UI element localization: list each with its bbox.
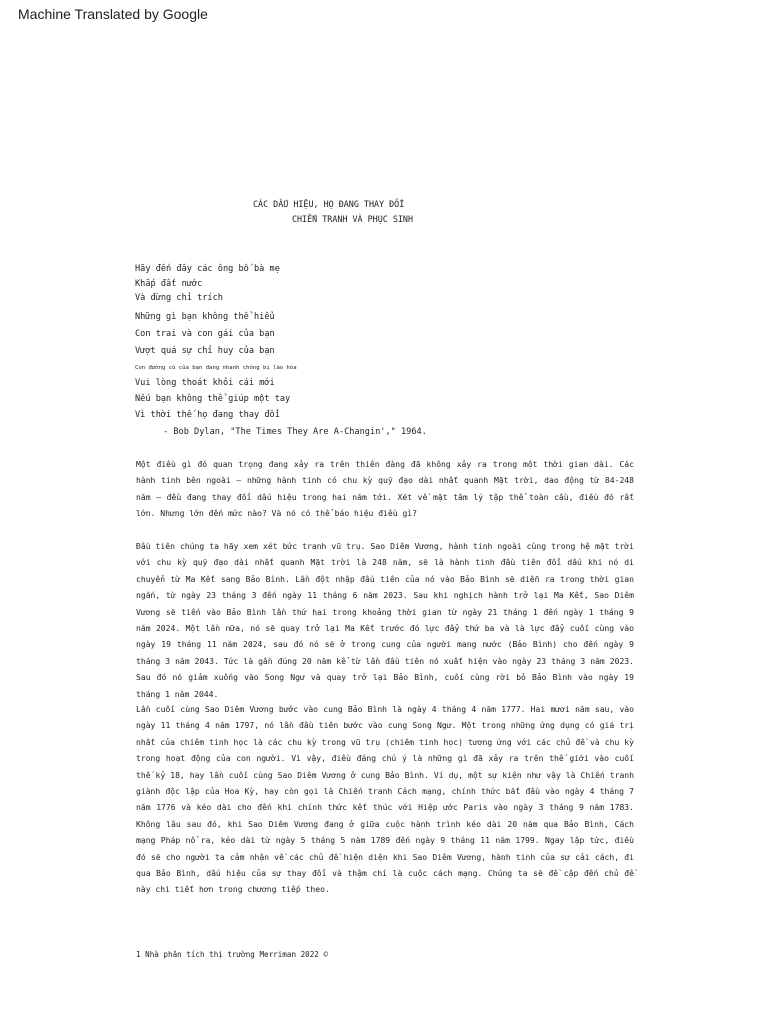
poem-line: Con trai và con gái của bạn bbox=[135, 329, 275, 339]
title-line-1: CÁC DẤU HIỆU, HỌ ĐANG THAY ĐỔI bbox=[253, 199, 405, 209]
title-line-2: CHIẾN TRANH VÀ PHỤC SINH bbox=[292, 214, 414, 224]
poem-line: Vượt quá sự chỉ huy của bạn bbox=[135, 346, 275, 356]
poem-line: Vì thời thế họ đang thay đổi bbox=[135, 410, 280, 420]
poem-line: Hãy đến đây các ông bố bà mẹ bbox=[135, 264, 280, 274]
poem-line: Những gì bạn không thể hiểu bbox=[135, 312, 275, 322]
poem-line: Và đừng chỉ trích bbox=[135, 293, 223, 303]
poem-line: Con đường cũ của bạn đang nhanh chóng bị lão hóa bbox=[135, 365, 297, 371]
footnote: 1 Nhà phân tích thị trường Merriman 2022 © bbox=[136, 950, 329, 959]
poem-line: Khắp đất nước bbox=[135, 279, 203, 289]
poem-attribution: - Bob Dylan, "The Times They Are A-Changin'," 1964. bbox=[163, 427, 427, 437]
body-paragraph: Một điều gì đó quan trọng đang xảy ra trên thiên đàng đã không xảy ra trong một thời gian dài. Các hành tinh bên ngoài – những hành tinh có chu kỳ quỹ đạo dài nhất quanh Mặt trời, dao động từ 84-248 năm – đều đang thay đổi dấu hiệu trong hai năm tới. Xét về mặt tâm lý tập thể toàn cầu, điều đó rất lớn. Nhưng lớn đến mức nào? Và nó có thể báo hiệu điều gì? bbox=[136, 460, 634, 519]
poem-line: Nếu bạn không thể giúp một tay bbox=[135, 394, 291, 404]
machine-translated-banner: Machine Translated by Google bbox=[18, 6, 208, 22]
body-paragraph: Đầu tiên chúng ta hãy xem xét bức tranh vũ trụ. Sao Diêm Vương, hành tinh ngoài cùng trong hệ mặt trời với chu kỳ quỹ đạo dài nhất quanh Mặt trời là 248 năm, sẽ là hành tinh đầu tiên đổi dấu khi nó di chuyển từ Ma Kết sang Bảo Bình. Lần đột nhập đầu tiên của nó vào Bảo Bình sẽ diễn ra trong thời gian ngắn, từ ngày 23 tháng 3 đến ngày 11 tháng 6 năm 2023. Sau khi nghịch hành trở lại Ma Kết, Sao Diêm Vương sẽ tiến vào Bảo Bình lần thứ hai trong khoảng thời gian từ ngày 21 tháng 1 đến ngày 1 tháng 9 năm 2024. Một lần nữa, nó sẽ quay trở lại Ma Kết trước đó lực đẩy thứ ba và là lực đẩy cuối cùng vào ngày 19 tháng 11 năm 2024, sau đó nó sẽ ở trong cung của người mang nước (Bảo Bình) cho đến ngày 9 tháng 3 năm 2043. Tức là gần đúng 20 năm kể từ lần đầu tiên nó xuất hiện vào ngày 23 tháng 3 năm 2023. Sau đó nó giảm xuống vào Song Ngư và quay trở lại Bảo Bình, cuối cùng rời bỏ Bảo Bình vào ngày 19 tháng 1 năm 2044. bbox=[136, 542, 634, 699]
poem-line: Vui lòng thoát khỏi cái mới bbox=[135, 378, 275, 388]
body-paragraph: Lần cuối cùng Sao Diêm Vương bước vào cung Bảo Bình là ngày 4 tháng 4 năm 1777. Hai mươi năm sau, vào ngày 11 tháng 4 năm 1797, nó lần đầu tiên bước vào cung Song Ngư. Một trong những ứng dụng có giá trị nhất của chiêm tinh học là các chu kỳ trong vũ trụ (chiêm tinh học) tương ứng với các chủ đề và chu kỳ trong hoạt động của con người. Vì vậy, điều đáng chú ý là những gì đã xảy ra trên thế giới vào cuối thế kỷ 18, hay lần cuối cùng Sao Diêm Vương ở cung Bảo Bình. Ví dụ, một sự kiện như vậy là Chiến tranh giành độc lập của Hoa Kỳ, hay còn gọi là Chiến tranh Cách mạng, chính thức bắt đầu vào ngày 4 tháng 7 năm 1776 và kéo dài cho đến khi chính thức kết thúc với Hiệp ước Paris vào ngày 3 tháng 9 năm 1783. Không lâu sau đó, khi Sao Diêm Vương đang ở giữa cuộc hành trình kéo dài 20 năm qua Bảo Bình, Cách mạng Pháp nổ ra, kéo dài từ ngày 5 tháng 5 năm 1789 đến ngày 9 tháng 11 năm 1799. Ngay lập tức, điều đó sẽ cho người ta cảm nhận về các chủ đề hiện diện khi Sao Diêm Vương, hành tinh của sự cải cách, đi qua Bảo Bình, dấu hiệu của sự thay đổi và thậm chí là cuộc cách mạng. Chúng ta sẽ đề cập đến chủ đề này chi tiết hơn trong chương tiếp theo. bbox=[136, 705, 634, 895]
